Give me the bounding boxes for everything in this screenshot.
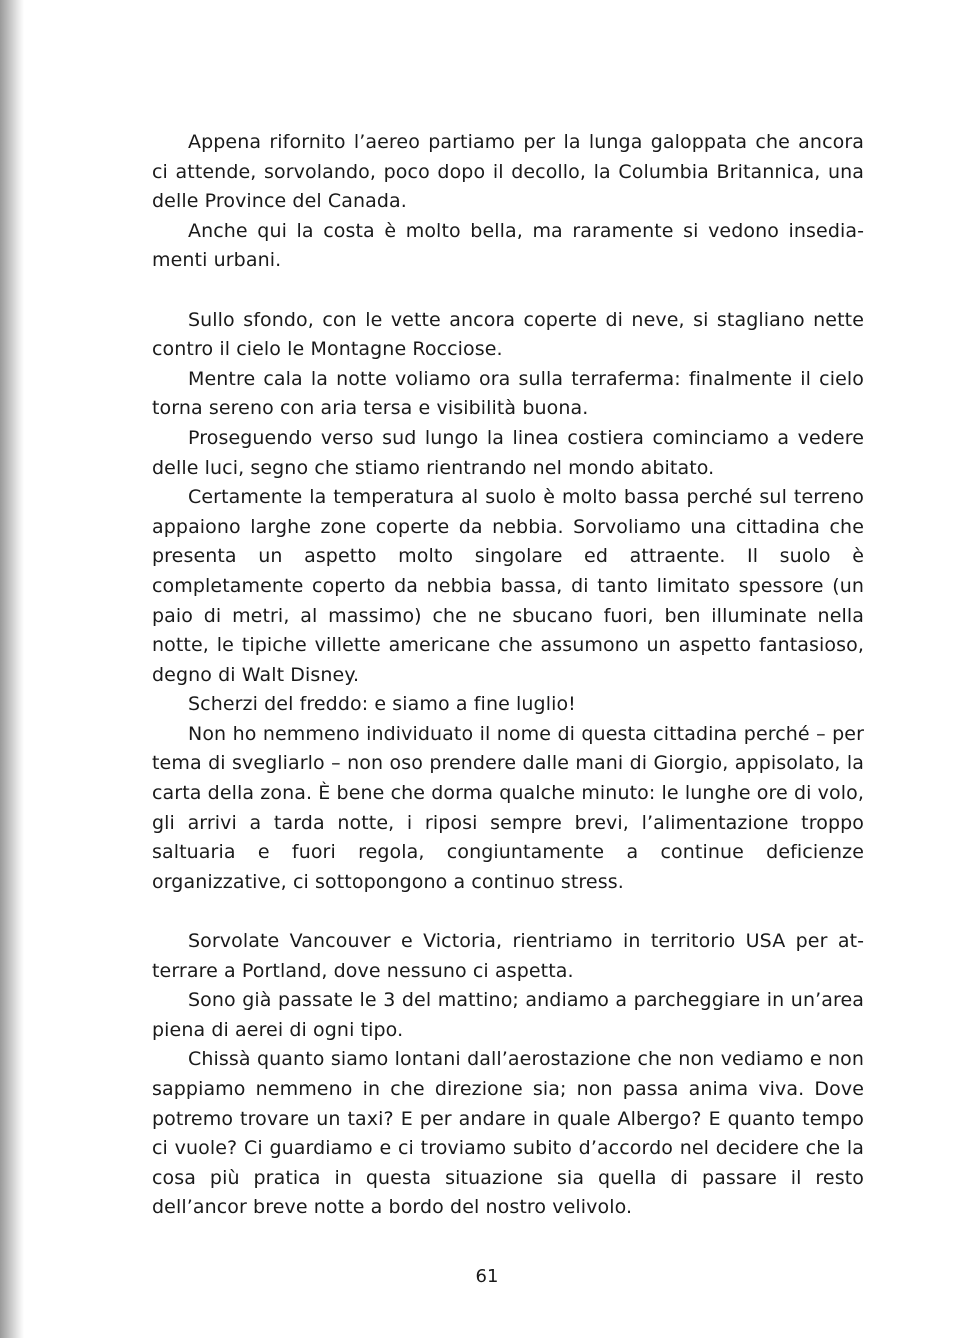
paragraph-11: Chissà quanto siamo lontani dall’aerostazione che non vediamo e non sappiamo nemmeno in che direzione sia; non passa anima viva. Dove potremo trovare un taxi? E per andare in quale Albergo? E quanto tempo ci vuole? Ci guardiamo e ci troviamo subito d’accordo nel decidere che la cosa più pratica in questa situazione sia quella di passare il resto dell’ancor breve notte a bordo del nostro velivolo. [152, 1048, 864, 1219]
paragraph-6: Certamente la temperatura al suolo è molto bassa perché sul terreno appaiono larghe zone coperte da nebbia. Sorvoliamo una cittadina che presenta un aspetto molto singolare ed attraente. Il suolo è completamente coperto da nebbia bassa, di tanto limitato spessore (un paio di metri, al massimo) che ne sbucano fuori, ben illuminate nella notte, le tipiche villette americane che assumono un aspetto fantasioso, degno di Walt Disney. [152, 486, 864, 686]
paragraph-3: Sullo sfondo, con le vette ancora coperte di neve, si stagliano nette contro il cielo le Montagne Rocciose. [152, 308, 864, 361]
page-number: 61 [475, 1266, 499, 1287]
body-text [152, 128, 864, 1223]
paragraph-1: Appena rifornito l’aereo partiamo per la lunga galoppata che ancora ci attende, sorvolando, poco dopo il decollo, la Columbia Britannica, una delle Province del Canada. [152, 131, 864, 213]
paragraph-8: Non ho nemmeno individuato il nome di questa cittadina perché – per tema di svegliarlo – non oso prendere dalle mani di Giorgio, appisolato, la carta della zona. È bene che dorma qualche minuto: le lunghe ore di volo, gli arrivi a tarda notte, i riposi sempre brevi, l’alimentazione troppo saltuaria e fuori regola, congiuntamente a continue deficienze organizzative, ci sottopongono a continuo stress. [152, 722, 864, 893]
paragraph-2: Anche qui la costa è molto bella, ma raramente si vedono insediamenti urbani. [152, 219, 864, 272]
book-binding-shadow [0, 0, 24, 1338]
paragraph-5: Proseguendo verso sud lungo la linea costiera cominciamo a vedere delle luci, segno che stiamo rientrando nel mondo abitato. [152, 426, 864, 479]
paragraph-4: Mentre cala la notte voliamo ora sulla terraferma: finalmente il cielo torna sereno con aria tersa e visibilità buona. [152, 367, 864, 420]
paragraph-9: Sorvolate Vancouver e Victoria, rientriamo in territorio USA per atterrare a Portland, dove nessuno ci aspetta. [152, 930, 864, 982]
paragraph-10: Sono già passate le 3 del mattino; andiamo a parcheggiare in un’area piena di aerei di ogni tipo. [152, 989, 864, 1041]
paragraph-7: Scherzi del freddo: e siamo a fine luglio! [188, 693, 576, 716]
